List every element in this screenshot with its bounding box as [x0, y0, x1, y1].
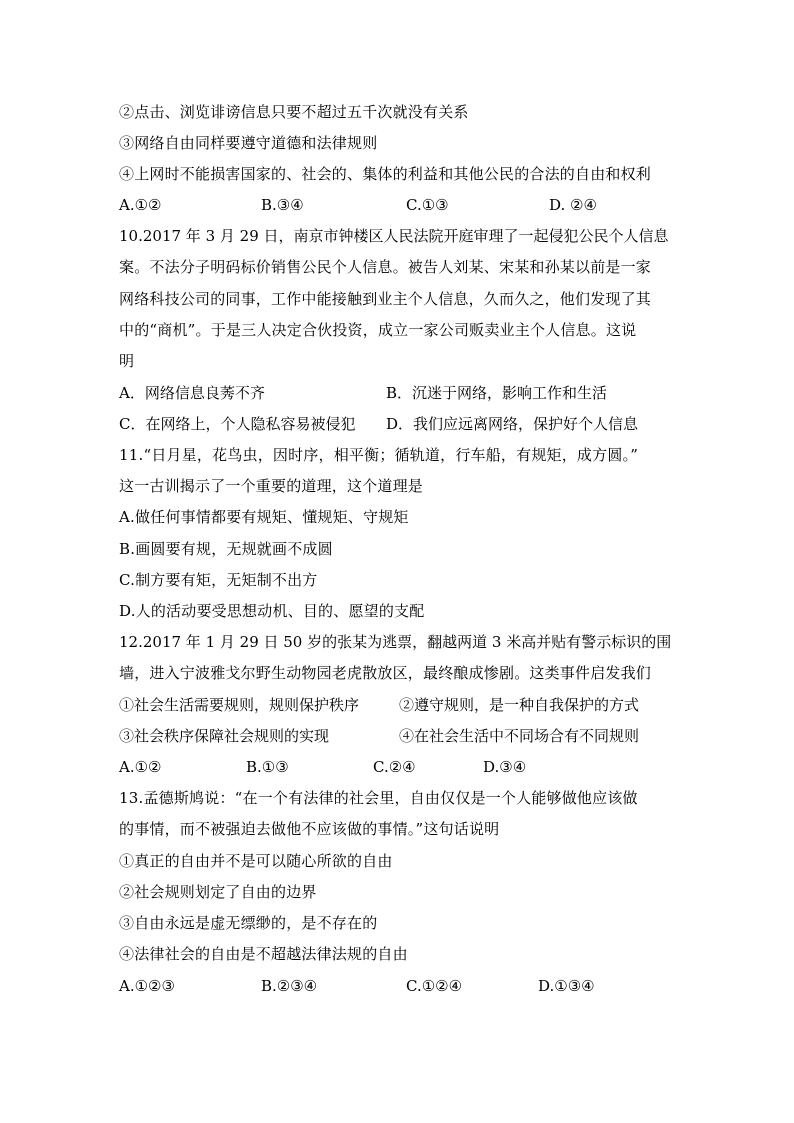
q9-option-c: C.①③: [406, 196, 449, 214]
q13-option-c: C.①②④: [406, 977, 463, 995]
q11-option-d: D.人的活动要受思想动机、目的、愿望的支配: [119, 602, 425, 620]
q12-stem-line-1: 12.2017 年 1 月 29 日 50 岁的张某为逃票，翻越两道 3 米高并贴有警示标识的围: [119, 633, 672, 651]
q11-stem-line-2: 这一古训揭示了一个重要的道理，这个道理是: [119, 477, 424, 495]
q11-option-a: A.做任何事情都要有规矩、懂规矩、守规矩: [119, 508, 409, 526]
q12-statement-3: ③社会秩序保障社会规则的实现: [119, 727, 330, 745]
q10-option-c: C．在网络上，个人隐私容易被侵犯: [119, 415, 356, 433]
q12-option-a: A.①②: [119, 758, 162, 776]
q10-option-b: B．沉迷于网络，影响工作和生活: [386, 384, 608, 402]
q9-option-b: B.③④: [261, 196, 304, 214]
q13-stem-line-2: 的事情，而不被强迫去做他不应该做的事情。”这句话说明: [119, 820, 500, 838]
q11-stem-line-1: 11.“日月星，花鸟虫，因时序，相平衡；循轨道，行车船，有规矩，成方圆。”: [119, 446, 639, 464]
q13-statement-4: ④法律社会的自由是不超越法律法规的自由: [119, 945, 408, 963]
q9-option-a: A.①②: [119, 196, 162, 214]
q11-option-c: C.制方要有矩，无矩制不出方: [119, 571, 318, 589]
q10-stem-line-5: 明: [119, 352, 135, 370]
q13-statement-1: ①真正的自由并不是可以随心所欲的自由: [119, 852, 393, 870]
q11-option-b: B.画圆要有规，无规就画不成圆: [119, 540, 333, 558]
q12-option-b: B.①③: [246, 758, 289, 776]
q10-stem-line-2: 案。不法分子明码标价销售公民个人信息。被告人刘某、宋某和孙某以前是一家: [119, 258, 652, 276]
q13-statement-3: ③自由永远是虚无缥缈的，是不存在的: [119, 914, 378, 932]
q13-option-d: D.①③④: [538, 977, 595, 995]
q13-option-b: B.②③④: [261, 977, 318, 995]
q9-statement-3: ③网络自由同样要遵守道德和法律规则: [119, 134, 378, 152]
q12-statement-1: ①社会生活需要规则，规则保护秩序: [119, 696, 360, 714]
q12-statement-4: ④在社会生活中不同场合有不同规则: [399, 727, 640, 745]
q13-stem-line-1: 13.孟德斯鸠说：“在一个有法律的社会里，自由仅仅是一个人能够做他应该做: [119, 789, 638, 807]
q9-statement-2: ②点击、浏览诽谤信息只要不超过五千次就没有关系: [119, 103, 469, 121]
q13-statement-2: ②社会规则划定了自由的边界: [119, 883, 317, 901]
q13-option-a: A.①②③: [119, 977, 175, 995]
q10-option-d: D．我们应远离网络，保护好个人信息: [386, 415, 639, 433]
q10-stem-line-1: 10.2017 年 3 月 29 日，南京市钟楼区人民法院开庭审理了一起侵犯公民个人信息: [119, 227, 669, 245]
q12-statement-2: ②遵守规则，是一种自我保护的方式: [399, 696, 640, 714]
q12-option-c: C.②④: [373, 758, 416, 776]
q12-stem-line-2: 墙，进入宁波雅戈尔野生动物园老虎散放区，最终酿成惨剧。这类事件启发我们: [119, 664, 652, 682]
q10-stem-line-3: 网络科技公司的同事，工作中能接触到业主个人信息，久而久之，他们发现了其: [119, 290, 652, 308]
q9-statement-4: ④上网时不能损害国家的、社会的、集体的利益和其他公民的合法的自由和权利: [119, 165, 652, 183]
q9-option-d: D. ②④: [549, 196, 597, 214]
q12-option-d: D.③④: [483, 758, 527, 776]
q10-stem-line-4: 中的“商机”。于是三人决定合伙投资，成立一家公司贩卖业主个人信息。这说: [119, 321, 637, 339]
q10-option-a: A．网络信息良莠不齐: [119, 384, 265, 402]
